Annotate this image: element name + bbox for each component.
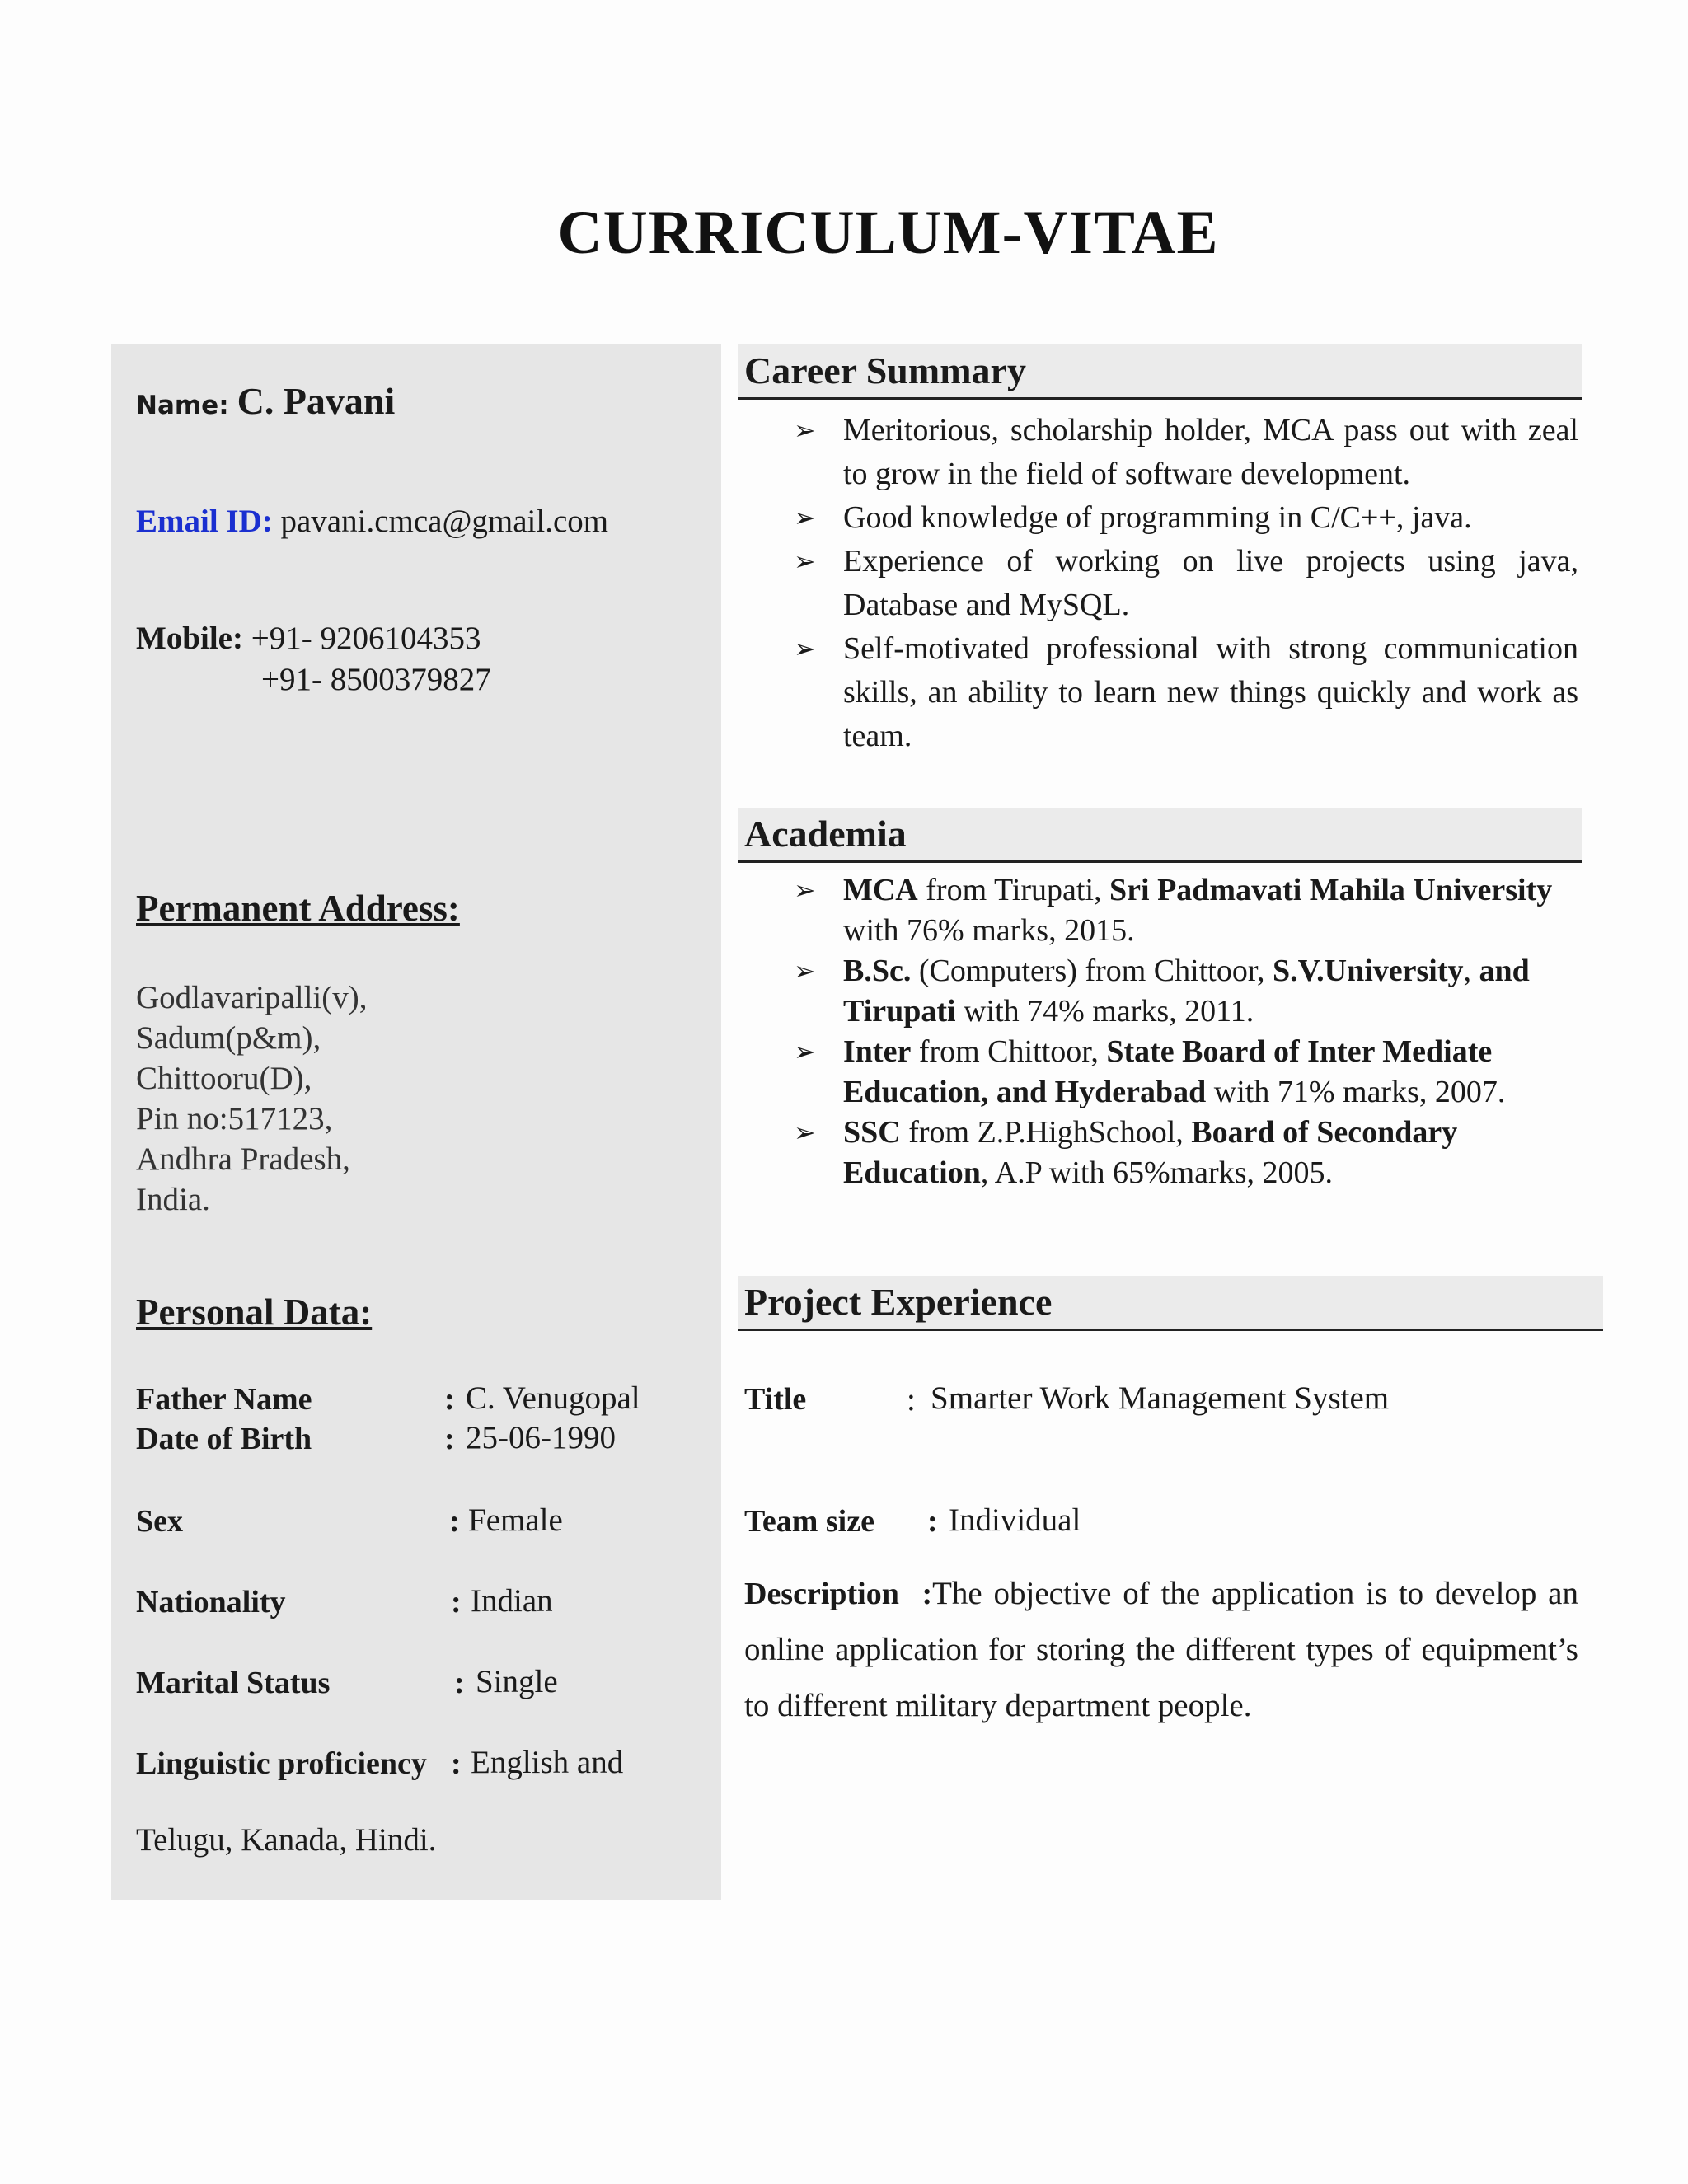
arrow-bullet-icon: ➢	[794, 546, 816, 577]
list-item: ➢ Experience of working on live projects using java, Database and MySQL.	[738, 540, 1578, 627]
address-line: Pin no:517123,	[136, 1101, 333, 1137]
email-row	[136, 503, 608, 540]
project-title-value: Smarter Work Management System	[931, 1380, 1390, 1416]
personal-data-heading: Personal Data:	[136, 1291, 373, 1333]
colon: :	[444, 1382, 455, 1417]
colon: :	[927, 1504, 938, 1539]
colon: :	[449, 1504, 460, 1539]
colon: :	[444, 1422, 455, 1456]
colon: :	[451, 1746, 462, 1781]
colon: :	[907, 1382, 916, 1418]
project-experience-header	[738, 1276, 1603, 1331]
colon: :	[921, 1577, 933, 1611]
left-panel	[111, 344, 721, 1900]
colon: :	[451, 1585, 462, 1619]
project-description	[744, 1566, 1578, 1734]
career-summary-heading: Career Summary	[744, 349, 1026, 391]
mobile-number-1: +91- 9206104353	[251, 621, 481, 656]
dob-label: Date of Birth	[136, 1422, 312, 1456]
description-label: Description	[744, 1577, 899, 1611]
arrow-bullet-icon: ➢	[794, 502, 816, 533]
mobile-label: Mobile:	[136, 621, 243, 656]
list-item: ➢ Self-motivated professional with strong communication skills, an ability to learn new things quickly and work as team.	[738, 627, 1578, 758]
career-summary-list	[738, 409, 1578, 758]
academia-heading: Academia	[744, 813, 907, 855]
list-item: ➢ Meritorious, scholarship holder, MCA pass out with zeal to grow in the field of software development.	[738, 409, 1578, 496]
name-row	[136, 379, 395, 423]
linguistic-value: English and	[471, 1745, 624, 1780]
list-item: ➢ Inter from Chittoor, State Board of Inter Mediate Education, and Hyderabad with 71% marks, 2007.	[738, 1032, 1578, 1113]
arrow-bullet-icon: ➢	[794, 874, 816, 906]
colon: :	[454, 1666, 465, 1700]
name-value: C. Pavani	[237, 380, 396, 422]
career-summary-header	[738, 344, 1582, 400]
permanent-address-heading: Permanent Address:	[136, 888, 460, 929]
linguistic-label: Linguistic proficiency	[136, 1746, 427, 1781]
nationality-value: Indian	[471, 1583, 553, 1619]
document-title: CURRICULUM-VITAE	[557, 199, 1219, 267]
nationality-label: Nationality	[136, 1585, 286, 1619]
team-size-label: Team size	[744, 1504, 874, 1539]
email-value[interactable]: pavani.cmca@gmail.com	[280, 504, 609, 539]
arrow-bullet-icon: ➢	[794, 1117, 816, 1148]
team-size-value: Individual	[949, 1502, 1081, 1538]
sex-value: Female	[468, 1502, 563, 1538]
mobile-number-2: +91- 8500379827	[261, 662, 491, 697]
marital-status-value: Single	[476, 1664, 558, 1699]
address-block	[136, 977, 367, 1220]
academia-header	[738, 808, 1582, 863]
address-line: India.	[136, 1182, 210, 1217]
father-name-value: C. Venugopal	[466, 1380, 640, 1416]
academia-list	[738, 870, 1578, 1193]
father-name-label: Father Name	[136, 1382, 312, 1417]
list-item: ➢ MCA from Tirupati, Sri Padmavati Mahila University with 76% marks, 2015.	[738, 870, 1578, 951]
description-text: The objective of the application is to develop an online application for storing the different types of equipment’s to different military department people.	[744, 1576, 1578, 1723]
arrow-bullet-icon: ➢	[794, 633, 816, 664]
arrow-bullet-icon: ➢	[794, 1036, 816, 1067]
arrow-bullet-icon: ➢	[794, 955, 816, 987]
name-label: Name:	[136, 391, 229, 420]
marital-status-label: Marital Status	[136, 1666, 331, 1700]
email-label: Email ID:	[136, 504, 273, 539]
address-line: Sadum(p&m),	[136, 1020, 321, 1056]
address-line: Chittooru(D),	[136, 1061, 312, 1096]
languages-continued: Telugu, Kanada, Hindi.	[136, 1822, 437, 1858]
arrow-bullet-icon: ➢	[794, 415, 816, 446]
list-item: ➢ SSC from Z.P.HighSchool, Board of Secondary Education, A.P with 65%marks, 2005.	[738, 1113, 1578, 1193]
address-line: Andhra Pradesh,	[136, 1141, 350, 1177]
mobile-row	[136, 618, 491, 701]
address-line: Godlavaripalli(v),	[136, 980, 368, 1015]
list-item: ➢ B.Sc. (Computers) from Chittoor, S.V.University, and Tirupati with 74% marks, 2011.	[738, 951, 1578, 1032]
sex-label: Sex	[136, 1504, 183, 1539]
project-experience-heading: Project Experience	[744, 1281, 1053, 1323]
dob-value: 25-06-1990	[466, 1420, 616, 1455]
project-title-label: Title	[744, 1382, 807, 1417]
list-item: ➢ Good knowledge of programming in C/C++, java.	[738, 496, 1578, 540]
